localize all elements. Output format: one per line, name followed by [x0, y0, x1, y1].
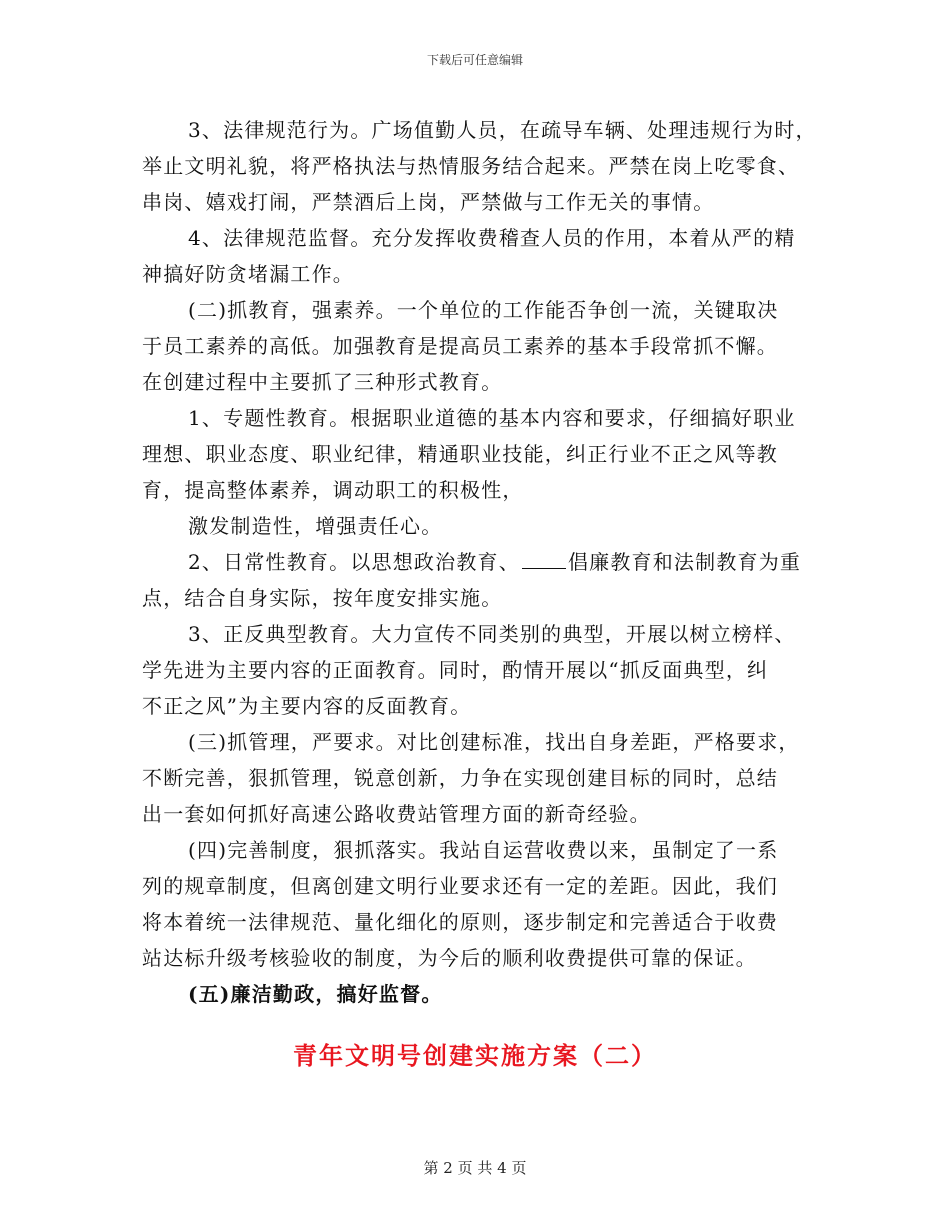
text-segment: 2、日常性教育。以思想政治教育、: [188, 550, 520, 574]
paragraph-line: 出一套如何抓好高速公路收费站管理方面的新奇经验。: [142, 802, 651, 826]
blank-underline: [522, 550, 566, 569]
paragraph-line: 1、专题性教育。根据职业道德的基本内容和要求，仔细搞好职业: [188, 406, 796, 430]
document-body: [142, 112, 832, 1012]
paragraph-line: 举止文明礼貌，将严格执法与热情服务结合起来。严禁在岗上吃零食、: [142, 154, 800, 178]
paragraph-line: 串岗、嬉戏打闹，严禁酒后上岗，严禁做与工作无关的事情。: [142, 190, 715, 214]
paragraph-line: 理想、职业态度、职业纪律，精通职业技能，纠正行业不正之风等教: [142, 442, 778, 466]
section-heading: (五)廉洁勤政，搞好监督。: [188, 982, 443, 1006]
paragraph-line: 在创建过程中主要抓了三种形式教育。: [142, 370, 503, 394]
paragraph-line: 激发制造性，增强责任心。: [188, 514, 443, 538]
paragraph-line: 神搞好防贪堵漏工作。: [142, 262, 354, 286]
page-footer: 第 2 页 共 4 页: [423, 1159, 527, 1177]
paragraph-line: (四)完善制度，狠抓落实。我站自运营收费以来，虽制定了一系: [188, 838, 779, 862]
page-header: 下载后可任意编辑: [426, 53, 523, 67]
paragraph-line: 站达标升级考核验收的制度，为今后的顺利收费提供可靠的保证。: [142, 946, 757, 970]
paragraph-line: 列的规章制度，但离创建文明行业要求还有一定的差距。因此，我们: [142, 874, 778, 898]
section-title: 青年文明号创建实施方案（二）: [293, 1041, 657, 1070]
paragraph-line: 3、正反典型教育。大力宣传不同类别的典型，开展以树立榜样、: [188, 622, 796, 646]
paragraph-line: 不正之风”为主要内容的反面教育。: [142, 694, 472, 718]
text-segment: 倡廉教育和法制教育为重: [567, 550, 802, 574]
paragraph-line: 育，提高整体素养，调动职工的积极性，: [142, 478, 524, 502]
paragraph-line: 点，结合自身实际，按年度安排实施。: [142, 586, 503, 610]
paragraph-line: 不断完善，狠抓管理，锐意创新，力争在实现创建目标的同时，总结: [142, 766, 778, 790]
paragraph-line: [142, 544, 832, 580]
paragraph-line: 学先进为主要内容的正面教育。同时，酌情开展以“抓反面典型，纠: [142, 658, 769, 682]
paragraph-line: (二)抓教育，强素养。一个单位的工作能否争创一流，关键取决: [188, 298, 779, 322]
paragraph-line: 3、法律规范行为。广场值勤人员，在疏导车辆、处理违规行为时，: [188, 118, 817, 142]
paragraph-line: (三)抓管理，严要求。对比创建标准，找出自身差距，严格要求，: [188, 730, 800, 754]
paragraph-line: 于员工素养的高低。加强教育是提高员工素养的基本手段常抓不懈。: [142, 334, 778, 358]
paragraph-line: 将本着统一法律规范、量化细化的原则，逐步制定和完善适合于收费: [142, 910, 778, 934]
paragraph-line: 4、法律规范监督。充分发挥收费稽查人员的作用，本着从严的精: [188, 226, 796, 250]
